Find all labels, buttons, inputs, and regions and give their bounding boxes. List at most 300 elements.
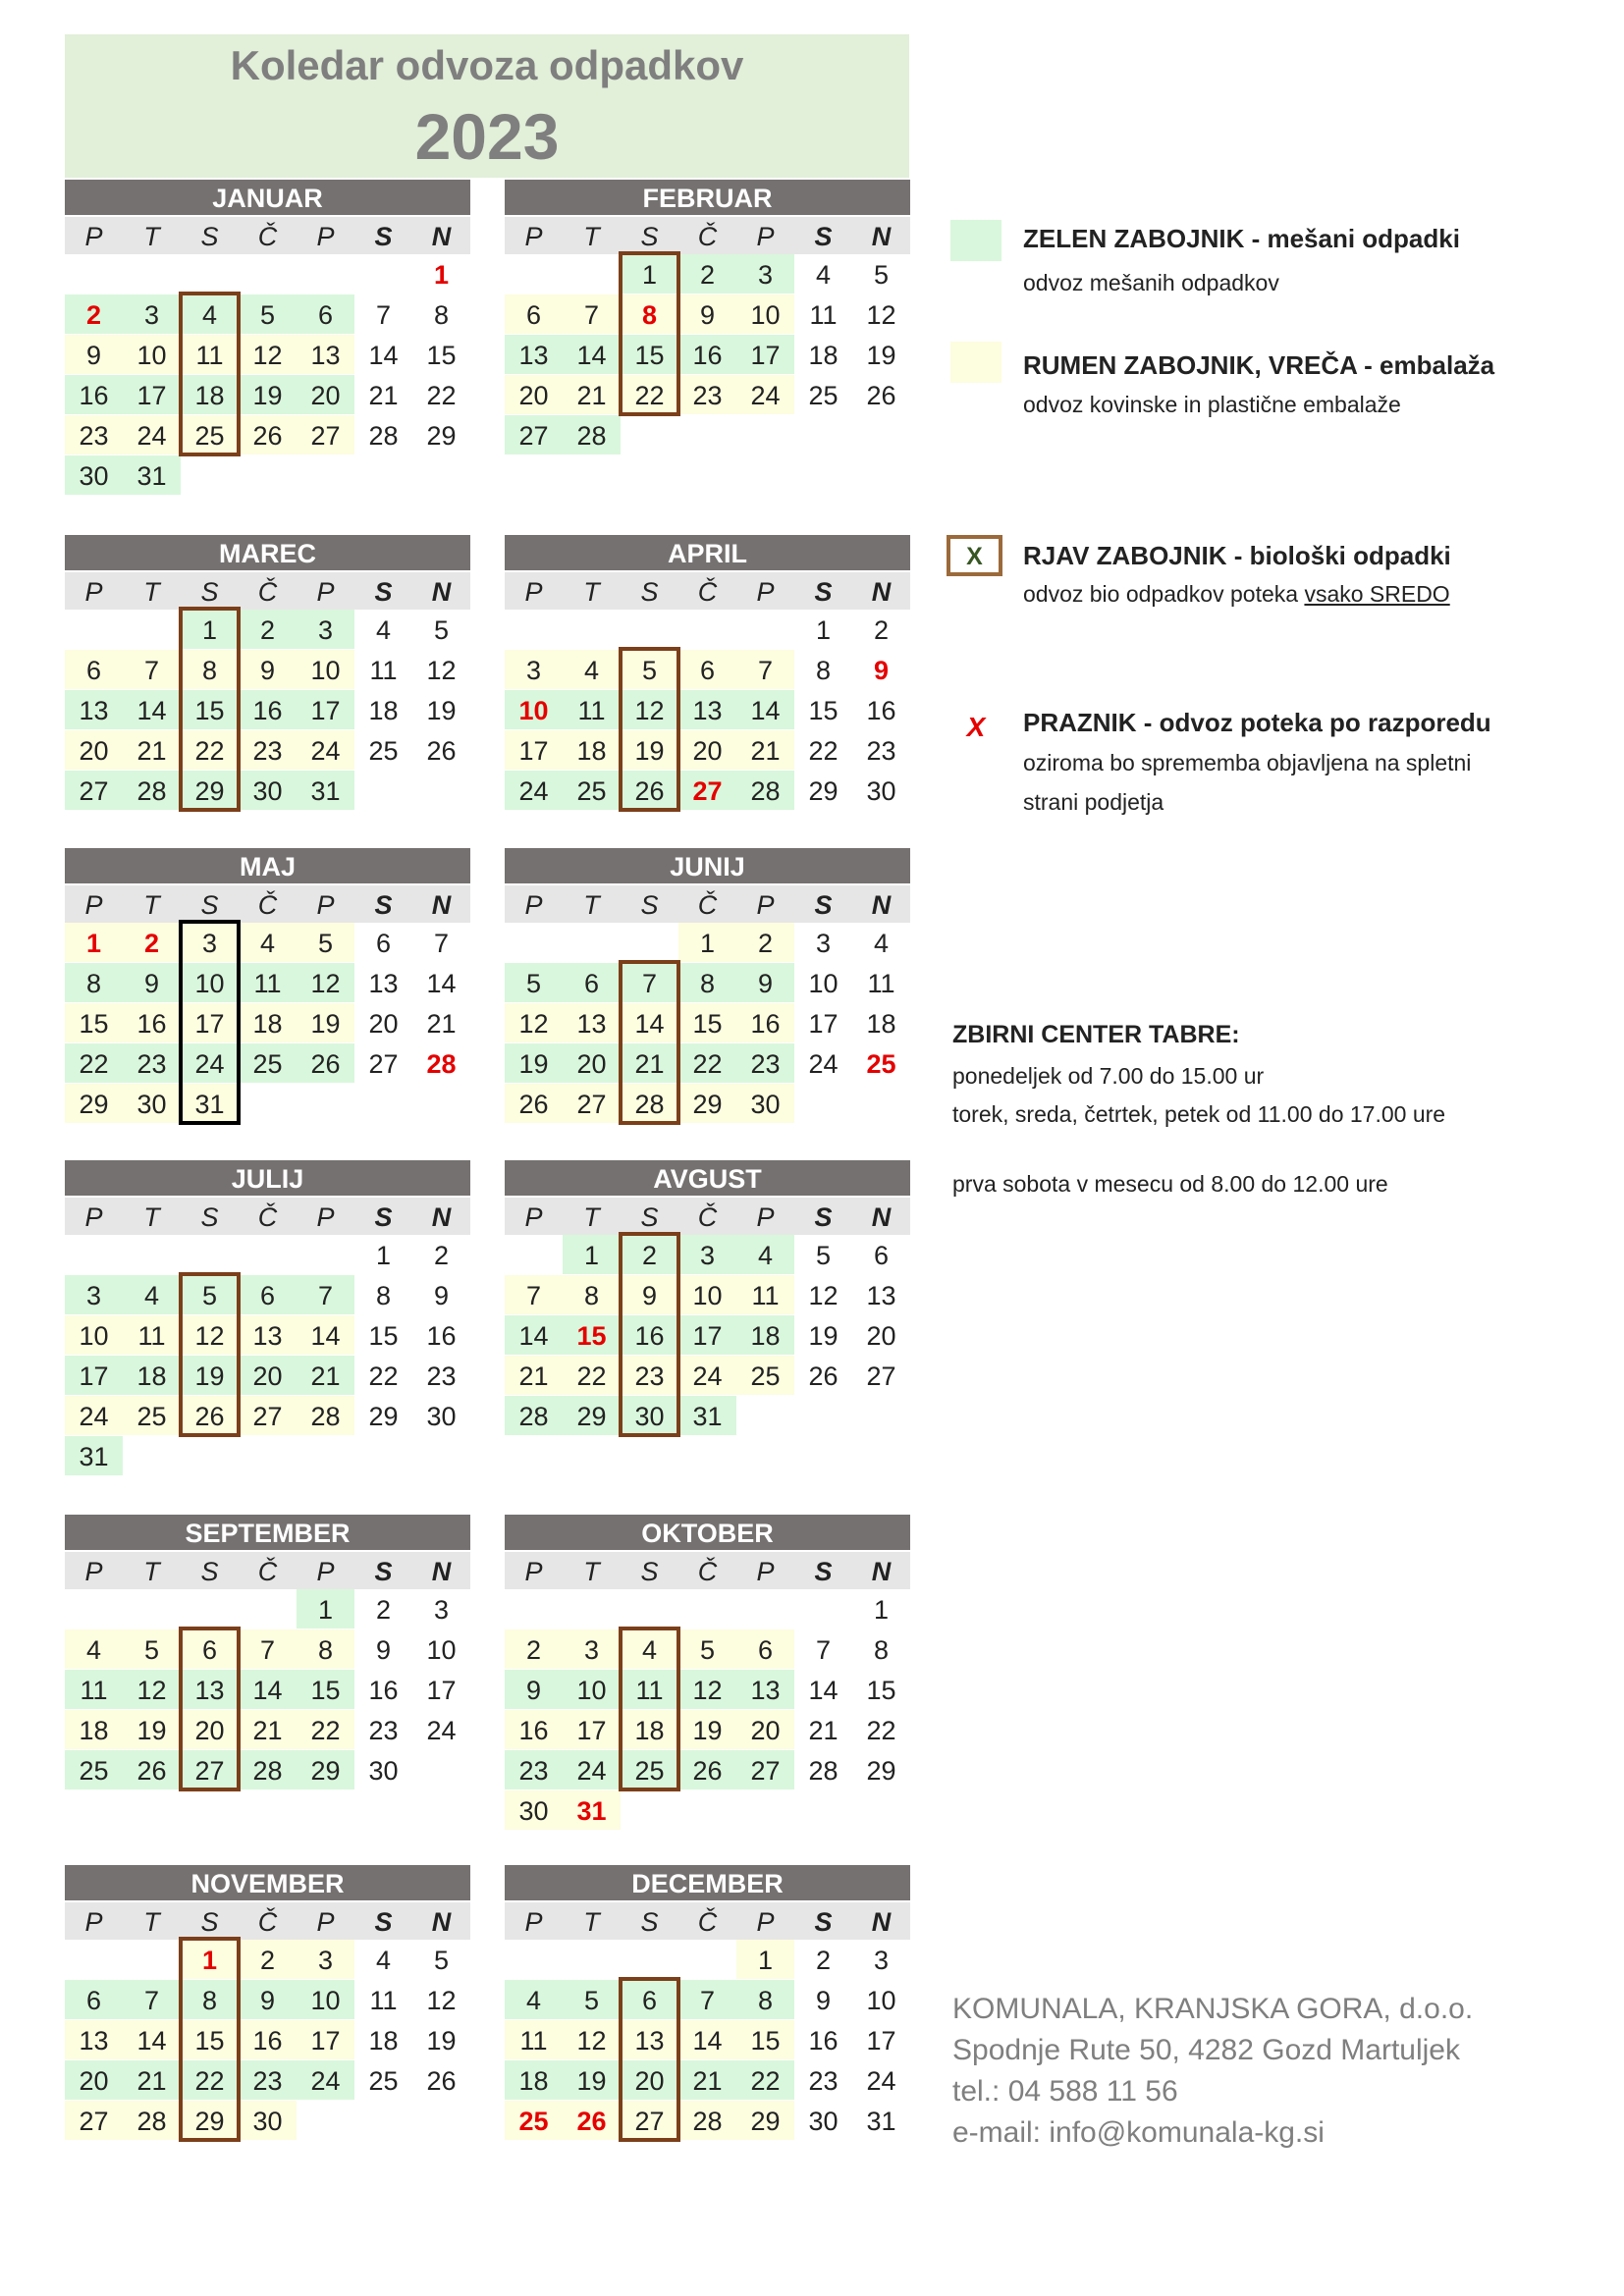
- day-cell: 3: [678, 1235, 736, 1274]
- day-cell: 26: [426, 736, 457, 766]
- weekday-label: T: [143, 1557, 160, 1586]
- day-cell: 25: [808, 381, 839, 410]
- weekday-label: S: [640, 1557, 659, 1586]
- day-cell: 24: [866, 2066, 896, 2096]
- day-cell: 14: [505, 1315, 563, 1355]
- weekday-label: T: [583, 1907, 600, 1937]
- day-cell: 28: [426, 1049, 457, 1079]
- legend-holiday-title: PRAZNIK - odvoz poteka po razporedu: [1023, 708, 1491, 737]
- weekday-label: Č: [697, 1202, 718, 1232]
- day-cell: 13: [65, 2020, 123, 2059]
- day-cell: 21: [368, 381, 399, 410]
- day-cell: 18: [563, 730, 621, 770]
- day-cell: 14: [426, 969, 457, 998]
- day-cell: 16: [678, 335, 736, 374]
- day-cell: 11: [239, 963, 297, 1002]
- day-cell: 16: [426, 1321, 457, 1351]
- weekday-label: P: [524, 1202, 543, 1232]
- day-cell: 16: [505, 1710, 563, 1749]
- weekday-row: [65, 1198, 470, 1235]
- weekday-label: S: [640, 222, 659, 251]
- weekday-row: [505, 885, 910, 923]
- day-cell: 1: [375, 1241, 392, 1270]
- day-cell: 7: [621, 963, 678, 1002]
- day-cell: 4: [65, 1629, 123, 1669]
- weekday-label: N: [871, 890, 892, 920]
- weekday-label: P: [756, 1557, 775, 1586]
- day-cell: 17: [736, 335, 794, 374]
- day-cell: 1: [621, 254, 678, 294]
- day-cell: 29: [563, 1396, 621, 1435]
- weekday-label: P: [756, 890, 775, 920]
- day-cell: 12: [678, 1670, 736, 1709]
- month-header: DECEMBER: [505, 1865, 910, 1900]
- weekday-label: S: [200, 1202, 219, 1232]
- day-cell: 4: [239, 923, 297, 962]
- weekday-label: T: [583, 1557, 600, 1586]
- day-cell: 3: [65, 1275, 123, 1314]
- day-cell: 2: [239, 610, 297, 649]
- day-cell: 1: [815, 615, 832, 645]
- day-cell: 21: [808, 1716, 839, 1745]
- day-cell: 9: [505, 1670, 563, 1709]
- day-cell: 23: [736, 1043, 794, 1083]
- day-cell: 26: [808, 1362, 839, 1391]
- day-cell: 31: [866, 2107, 896, 2136]
- day-cell: 14: [368, 341, 399, 370]
- day-cell: 4: [815, 260, 832, 290]
- day-cell: 18: [621, 1710, 678, 1749]
- day-cell: 5: [563, 1980, 621, 2019]
- day-cell: 30: [368, 1756, 399, 1786]
- day-cell: 21: [678, 2060, 736, 2100]
- weekday-label: S: [640, 890, 659, 920]
- day-cell: 6: [375, 929, 392, 958]
- weekday-label: P: [84, 1202, 103, 1232]
- day-cell: 24: [297, 2060, 354, 2100]
- day-cell: 18: [65, 1710, 123, 1749]
- day-cell: 4: [375, 615, 392, 645]
- legend-green-sub: odvoz mešanih odpadkov: [1023, 270, 1279, 295]
- weekday-label: P: [316, 890, 335, 920]
- month-header: OKTOBER: [505, 1515, 910, 1550]
- day-cell: 3: [505, 650, 563, 689]
- month-februar: [505, 180, 910, 451]
- day-cell: 30: [736, 1084, 794, 1123]
- day-cell: 30: [808, 2107, 839, 2136]
- day-cell: 7: [678, 1980, 736, 2019]
- day-cell: 19: [426, 696, 457, 725]
- month-maj: [65, 848, 470, 1119]
- month-header: MAREC: [65, 535, 470, 570]
- day-cell: 5: [815, 1241, 832, 1270]
- weekday-label: S: [374, 1557, 393, 1586]
- day-cell: 26: [678, 1750, 736, 1789]
- day-cell: 16: [123, 1003, 181, 1042]
- day-cell: 21: [563, 375, 621, 414]
- weekday-label: T: [583, 890, 600, 920]
- day-cell: 8: [815, 656, 832, 685]
- weekday-row: [505, 217, 910, 254]
- company-address: Spodnje Rute 50, 4282 Gozd Martuljek: [952, 2034, 1460, 2066]
- day-cell: 4: [505, 1980, 563, 2019]
- day-cell: 10: [808, 969, 839, 998]
- day-cell: 24: [426, 1716, 457, 1745]
- day-cell: 11: [369, 1986, 398, 2015]
- day-cell: 5: [505, 963, 563, 1002]
- day-cell: 30: [123, 1084, 181, 1123]
- weekday-label: T: [143, 890, 160, 920]
- day-cell: 9: [123, 963, 181, 1002]
- day-cell: 1: [433, 260, 450, 290]
- day-cell: 26: [297, 1043, 354, 1083]
- weekday-label: Č: [697, 222, 718, 251]
- day-cell: 17: [297, 2020, 354, 2059]
- weekday-label: P: [524, 222, 543, 251]
- month-november: [65, 1865, 470, 2136]
- day-cell: 22: [866, 1716, 896, 1745]
- legend-yellow-title: RUMEN ZABOJNIK, VREČA - embalaža: [1023, 350, 1495, 380]
- weekday-label: Č: [697, 1907, 718, 1937]
- day-cell: 18: [368, 696, 399, 725]
- day-cell: 16: [866, 696, 896, 725]
- collection-center-line2: torek, sreda, četrtek, petek od 11.00 do 17.00 ure: [952, 1101, 1446, 1127]
- day-cell: 22: [426, 381, 457, 410]
- day-cell: 27: [563, 1084, 621, 1123]
- weekday-row: [65, 885, 470, 923]
- weekday-label: Č: [697, 577, 718, 607]
- day-cell: 3: [181, 923, 239, 962]
- day-cell: 3: [297, 610, 354, 649]
- month-januar: [65, 180, 470, 491]
- day-cell: 24: [297, 730, 354, 770]
- day-cell: 7: [563, 294, 621, 334]
- day-cell: 10: [866, 1986, 896, 2015]
- day-cell: 8: [621, 294, 678, 334]
- day-cell: 30: [65, 455, 123, 495]
- day-cell: 31: [65, 1436, 123, 1475]
- month-header: FEBRUAR: [505, 180, 910, 215]
- weekday-label: P: [756, 222, 775, 251]
- weekday-label: S: [814, 1907, 833, 1937]
- month-september: [65, 1515, 470, 1786]
- day-cell: 5: [433, 1946, 450, 1975]
- day-cell: 23: [239, 2060, 297, 2100]
- legend-holiday-sub-2: strani podjetja: [1023, 789, 1164, 815]
- day-cell: 29: [181, 2101, 239, 2140]
- day-cell: 10: [181, 963, 239, 1002]
- weekday-label: Č: [257, 222, 278, 251]
- day-cell: 6: [505, 294, 563, 334]
- day-cell: 15: [181, 690, 239, 729]
- month-header: AVGUST: [505, 1160, 910, 1196]
- day-cell: 31: [123, 455, 181, 495]
- day-cell: 26: [123, 1750, 181, 1789]
- month-december: [505, 1865, 910, 2136]
- day-cell: 23: [678, 375, 736, 414]
- weekday-label: P: [84, 1557, 103, 1586]
- day-cell: 6: [65, 1980, 123, 2019]
- day-cell: 21: [297, 1356, 354, 1395]
- day-cell: 2: [678, 254, 736, 294]
- weekday-label: T: [143, 1907, 160, 1937]
- day-cell: 3: [736, 254, 794, 294]
- weekday-label: N: [871, 577, 892, 607]
- day-cell: 22: [65, 1043, 123, 1083]
- day-cell: 20: [505, 375, 563, 414]
- day-cell: 7: [736, 650, 794, 689]
- weekday-row: [65, 572, 470, 610]
- month-header: NOVEMBER: [65, 1865, 470, 1900]
- day-cell: 25: [505, 2101, 563, 2140]
- day-cell: 17: [678, 1315, 736, 1355]
- day-cell: 14: [736, 690, 794, 729]
- day-cell: 12: [297, 963, 354, 1002]
- day-cell: 27: [65, 771, 123, 810]
- day-cell: 30: [239, 771, 297, 810]
- weekday-label: P: [756, 577, 775, 607]
- day-cell: 27: [368, 1049, 399, 1079]
- day-cell: 21: [736, 730, 794, 770]
- day-cell: 8: [563, 1275, 621, 1314]
- day-cell: 20: [297, 375, 354, 414]
- day-cell: 3: [297, 1940, 354, 1979]
- day-cell: 28: [368, 421, 399, 451]
- weekday-label: S: [374, 890, 393, 920]
- day-cell: 10: [297, 1980, 354, 2019]
- day-cell: 1: [181, 610, 239, 649]
- yellow-bin-swatch: [950, 342, 1001, 383]
- day-cell: 24: [505, 771, 563, 810]
- weekday-row: [65, 217, 470, 254]
- day-cell: 31: [678, 1396, 736, 1435]
- day-cell: 11: [369, 656, 398, 685]
- day-cell: 29: [808, 776, 839, 806]
- weekday-label: P: [756, 1202, 775, 1232]
- day-cell: 4: [736, 1235, 794, 1274]
- weekday-label: P: [84, 890, 103, 920]
- day-cell: 2: [433, 1241, 450, 1270]
- day-cell: 3: [433, 1595, 450, 1625]
- day-cell: 22: [181, 730, 239, 770]
- day-cell: 8: [181, 650, 239, 689]
- day-cell: 11: [621, 1670, 678, 1709]
- day-cell: 5: [297, 923, 354, 962]
- day-cell: 28: [563, 415, 621, 454]
- day-cell: 7: [815, 1635, 832, 1665]
- day-cell: 13: [736, 1670, 794, 1709]
- day-cell: 15: [368, 1321, 399, 1351]
- month-marec: [65, 535, 470, 806]
- day-cell: 12: [426, 1986, 457, 2015]
- day-cell: 3: [873, 1946, 890, 1975]
- day-cell: 3: [815, 929, 832, 958]
- day-cell: 14: [123, 2020, 181, 2059]
- day-cell: 25: [123, 1396, 181, 1435]
- day-cell: 19: [808, 1321, 839, 1351]
- day-cell: 16: [621, 1315, 678, 1355]
- day-cell: 13: [181, 1670, 239, 1709]
- day-cell: 29: [678, 1084, 736, 1123]
- day-cell: 11: [867, 969, 895, 998]
- weekday-label: T: [583, 1202, 600, 1232]
- day-cell: 23: [368, 1716, 399, 1745]
- day-cell: 22: [736, 2060, 794, 2100]
- weekday-label: N: [871, 1907, 892, 1937]
- weekday-label: S: [200, 1907, 219, 1937]
- weekday-label: S: [640, 1907, 659, 1937]
- day-cell: 30: [866, 776, 896, 806]
- weekday-row: [505, 1198, 910, 1235]
- month-header: JANUAR: [65, 180, 470, 215]
- day-cell: 18: [239, 1003, 297, 1042]
- day-cell: 15: [426, 341, 457, 370]
- day-cell: 19: [866, 341, 896, 370]
- day-cell: 11: [123, 1315, 181, 1355]
- day-cell: 6: [181, 1629, 239, 1669]
- day-cell: 2: [621, 1235, 678, 1274]
- day-cell: 11: [505, 2020, 563, 2059]
- day-cell: 20: [181, 1710, 239, 1749]
- day-cell: 1: [297, 1589, 354, 1629]
- day-cell: 11: [736, 1275, 794, 1314]
- day-cell: 2: [505, 1629, 563, 1669]
- weekday-label: Č: [257, 1557, 278, 1586]
- day-cell: 15: [297, 1670, 354, 1709]
- day-cell: 13: [368, 969, 399, 998]
- day-cell: 18: [866, 1009, 896, 1039]
- weekday-label: N: [431, 1557, 452, 1586]
- day-cell: 26: [239, 415, 297, 454]
- day-cell: 5: [433, 615, 450, 645]
- day-cell: 25: [621, 1750, 678, 1789]
- day-cell: 7: [433, 929, 450, 958]
- day-cell: 2: [736, 923, 794, 962]
- day-cell: 25: [181, 415, 239, 454]
- weekday-label: P: [84, 577, 103, 607]
- day-cell: 15: [563, 1315, 621, 1355]
- day-cell: 8: [375, 1281, 392, 1310]
- day-cell: 23: [808, 2066, 839, 2096]
- collection-center-line3: prva sobota v mesecu od 8.00 do 12.00 ure: [952, 1171, 1388, 1197]
- day-cell: 18: [808, 341, 839, 370]
- day-cell: 22: [563, 1356, 621, 1395]
- weekday-label: P: [316, 222, 335, 251]
- day-cell: 21: [426, 1009, 457, 1039]
- day-cell: 7: [505, 1275, 563, 1314]
- day-cell: 12: [621, 690, 678, 729]
- weekday-label: S: [200, 1557, 219, 1586]
- day-cell: 10: [505, 690, 563, 729]
- weekday-label: S: [200, 222, 219, 251]
- day-cell: 8: [433, 300, 450, 330]
- day-cell: 7: [297, 1275, 354, 1314]
- day-cell: 18: [736, 1315, 794, 1355]
- day-cell: 29: [866, 1756, 896, 1786]
- weekday-label: P: [84, 1907, 103, 1937]
- day-cell: 10: [426, 1635, 457, 1665]
- legend-holiday-sub-1: oziroma bo sprememba objavljena na spletni: [1023, 750, 1472, 775]
- day-cell: 13: [505, 335, 563, 374]
- weekday-label: Č: [257, 1907, 278, 1937]
- day-cell: 21: [123, 730, 181, 770]
- day-cell: 19: [678, 1710, 736, 1749]
- day-cell: 24: [181, 1043, 239, 1083]
- weekday-label: T: [583, 577, 600, 607]
- weekday-label: S: [200, 577, 219, 607]
- weekday-label: P: [316, 577, 335, 607]
- day-cell: 6: [678, 650, 736, 689]
- day-cell: 24: [123, 415, 181, 454]
- day-cell: 23: [239, 730, 297, 770]
- day-cell: 15: [808, 696, 839, 725]
- day-cell: 20: [65, 730, 123, 770]
- day-cell: 31: [297, 771, 354, 810]
- day-cell: 16: [65, 375, 123, 414]
- weekday-label: T: [583, 222, 600, 251]
- day-cell: 8: [873, 1635, 890, 1665]
- day-cell: 22: [621, 375, 678, 414]
- day-cell: 9: [239, 1980, 297, 2019]
- day-cell: 1: [65, 923, 123, 962]
- day-cell: 12: [426, 656, 457, 685]
- weekday-row: [505, 1902, 910, 1940]
- day-cell: 9: [736, 963, 794, 1002]
- day-cell: 24: [678, 1356, 736, 1395]
- company-name: KOMUNALA, KRANJSKA GORA, d.o.o.: [952, 1993, 1474, 2025]
- day-cell: 13: [678, 690, 736, 729]
- day-cell: 11: [181, 335, 239, 374]
- weekday-label: T: [143, 577, 160, 607]
- weekday-label: N: [431, 1907, 452, 1937]
- day-cell: 28: [239, 1750, 297, 1789]
- day-cell: 17: [123, 375, 181, 414]
- day-cell: 18: [123, 1356, 181, 1395]
- day-cell: 9: [433, 1281, 450, 1310]
- day-cell: 27: [505, 415, 563, 454]
- day-cell: 15: [181, 2020, 239, 2059]
- day-cell: 25: [736, 1356, 794, 1395]
- day-cell: 29: [181, 771, 239, 810]
- day-cell: 23: [426, 1362, 457, 1391]
- day-cell: 22: [297, 1710, 354, 1749]
- day-cell: 14: [297, 1315, 354, 1355]
- day-cell: 17: [866, 2026, 896, 2056]
- weekday-label: P: [524, 577, 543, 607]
- day-cell: 20: [65, 2060, 123, 2100]
- day-cell: 15: [866, 1676, 896, 1705]
- day-cell: 19: [505, 1043, 563, 1083]
- day-cell: 30: [239, 2101, 297, 2140]
- day-cell: 4: [181, 294, 239, 334]
- day-cell: 7: [239, 1629, 297, 1669]
- day-cell: 16: [368, 1676, 399, 1705]
- day-cell: 19: [426, 2026, 457, 2056]
- day-cell: 19: [181, 1356, 239, 1395]
- day-cell: 20: [866, 1321, 896, 1351]
- day-cell: 3: [123, 294, 181, 334]
- day-cell: 4: [123, 1275, 181, 1314]
- day-cell: 11: [809, 300, 838, 330]
- day-cell: 28: [621, 1084, 678, 1123]
- month-header: JULIJ: [65, 1160, 470, 1196]
- day-cell: 24: [736, 375, 794, 414]
- holiday-marker-icon: X: [966, 712, 986, 742]
- day-cell: 30: [621, 1396, 678, 1435]
- month-header: SEPTEMBER: [65, 1515, 470, 1550]
- day-cell: 19: [563, 2060, 621, 2100]
- day-cell: 1: [563, 1235, 621, 1274]
